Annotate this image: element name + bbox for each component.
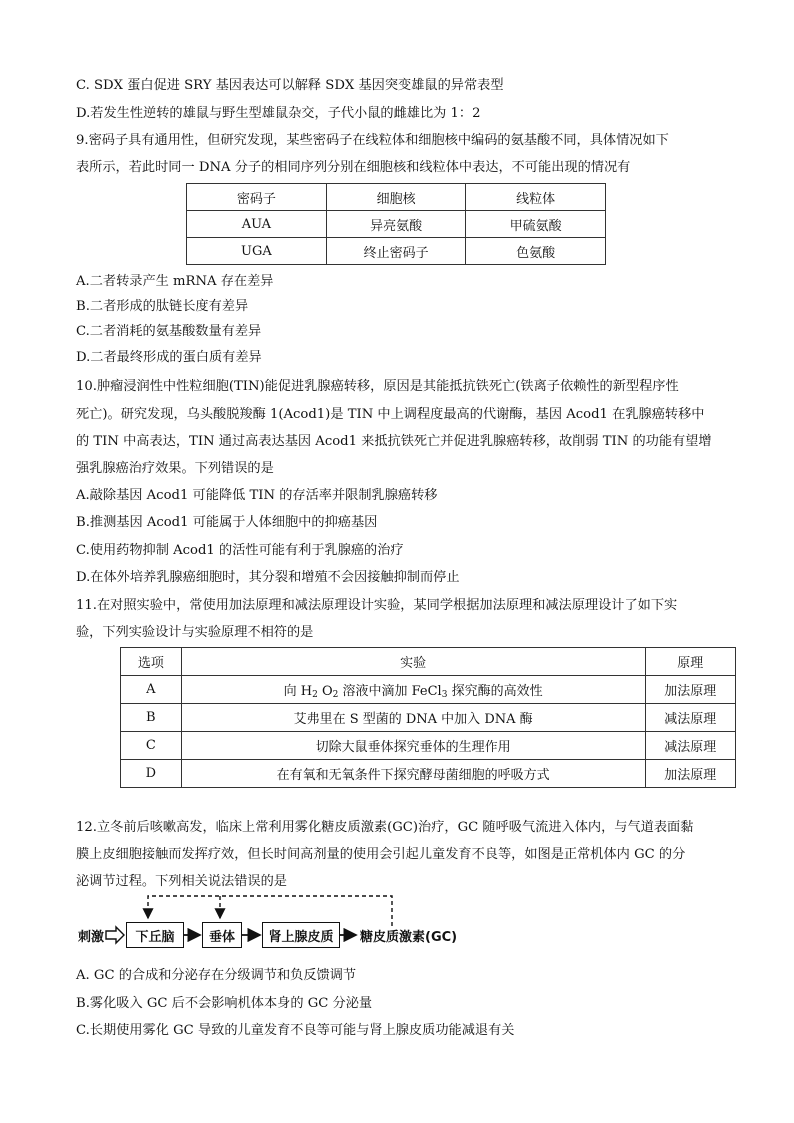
table-cell: B <box>121 704 182 732</box>
subscript: 2 <box>332 689 339 700</box>
table-cell: 加法原理 <box>645 760 735 788</box>
q10-option-b: B.推测基因 Acod1 可能属于人体细胞中的抑癌基因 <box>76 515 378 530</box>
q12-option-c: C.长期使用雾化 GC 导致的儿童发育不良等可能与肾上腺皮质功能减退有关 <box>76 1023 515 1038</box>
hollow-arrow-icon <box>106 927 124 943</box>
table-row <box>187 238 606 265</box>
q9-codon-table <box>186 183 606 265</box>
q9-stem-line1: 9.密码子具有通用性，但研究发现，某些密码子在线粒体和细胞核中编码的氨基酸不同，具体情况如下 <box>76 133 669 148</box>
q11-stem-line2: 验，下列实验设计与实验原理不相符的是 <box>76 625 314 640</box>
table-row <box>121 732 736 760</box>
gc-output-label: 糖皮质激素(GC) <box>360 930 458 945</box>
table-cell: 终止密码子 <box>326 238 466 265</box>
table-header-cell: 原理 <box>645 648 735 676</box>
q10-option-c: C.使用药物抑制 Acod1 的活性可能有利于乳腺癌的治疗 <box>76 543 404 558</box>
q10-stem-line2: 死亡)。研究发现，乌头酸脱羧酶 1(Acod1)是 TIN 中上调程度最高的代谢酶，基因 Acod1 在乳腺癌转移中 <box>76 407 705 422</box>
table-cell: AUA <box>187 211 327 238</box>
text-run: 向 H <box>283 683 313 699</box>
q11-stem-line1: 11.在对照实验中，常使用加法原理和减法原理设计实验，某同学根据加法原理和减法原理设计了如下实 <box>76 598 678 613</box>
table-row <box>121 676 736 704</box>
q9-option-d: D.二者最终形成的蛋白质有差异 <box>76 350 262 365</box>
table-cell: A <box>121 676 182 704</box>
table-header-cell: 实验 <box>181 648 645 676</box>
q10-stem-line3: 的 TIN 中高表达，TIN 通过高表达基因 Acod1 来抵抗铁死亡并促进乳腺癌转移，故削弱 TIN 的功能有望增 <box>76 434 712 449</box>
adrenal-cortex-box: 肾上腺皮质 <box>262 922 340 948</box>
table-cell: D <box>121 760 182 788</box>
q10-option-d: D.在体外培养乳腺癌细胞时，其分裂和增殖不会因接触抑制而停止 <box>76 570 460 585</box>
text-run: 溶液中滴加 FeCl <box>338 683 442 699</box>
gc-regulation-diagram <box>78 890 458 960</box>
q9-option-c: C.二者消耗的氨基酸数量有差异 <box>76 324 262 339</box>
table-cell: 切除大鼠垂体探究垂体的生理作用 <box>181 732 645 760</box>
q12-stem-line3: 泌调节过程。下列相关说法错误的是 <box>76 874 287 889</box>
table-header-row <box>121 648 736 676</box>
q10-stem-line1: 10.肿瘤浸润性中性粒细胞(TIN)能促进乳腺癌转移，原因是其能抵抗铁死亡(铁离子依赖性的新型程序性 <box>76 379 679 394</box>
table-cell: UGA <box>187 238 327 265</box>
q11-experiment-table <box>120 647 736 788</box>
table-header-row <box>187 184 606 211</box>
table-cell: 艾弗里在 S 型菌的 DNA 中加入 DNA 酶 <box>181 704 645 732</box>
table-cell: 减法原理 <box>645 704 735 732</box>
table-cell: 色氨酸 <box>466 238 606 265</box>
table-cell: 加法原理 <box>645 676 735 704</box>
q10-option-a: A.敲除基因 Acod1 可能降低 TIN 的存活率并限制乳腺癌转移 <box>76 488 438 503</box>
table-header-cell: 细胞核 <box>326 184 466 211</box>
subscript: 2 <box>312 689 318 700</box>
table-cell: C <box>121 732 182 760</box>
q8-option-d: D.若发生性逆转的雄鼠与野生型雄鼠杂交，子代小鼠的雌雄比为 1：2 <box>76 106 481 121</box>
text-run: 探究酶的高效性 <box>447 683 543 699</box>
table-row <box>121 704 736 732</box>
q12-stem-line1: 12.立冬前后咳嗽高发，临床上常利用雾化糖皮质激素(GC)治疗，GC 随呼吸气流进入体内，与气道表面黏 <box>76 820 694 835</box>
q8-option-c: C. SDX 蛋白促进 SRY 基因表达可以解释 SDX 基因突变雄鼠的异常表型 <box>76 78 504 93</box>
table-header-cell: 线粒体 <box>466 184 606 211</box>
table-row <box>187 211 606 238</box>
pituitary-box: 垂体 <box>202 922 242 948</box>
table-cell: 减法原理 <box>645 732 735 760</box>
q10-stem-line4: 强乳腺癌治疗效果。下列错误的是 <box>76 461 274 476</box>
text-run: O <box>317 683 333 699</box>
table-cell: 在有氧和无氧条件下探究酵母菌细胞的呼吸方式 <box>181 760 645 788</box>
subscript: 3 <box>441 689 448 700</box>
q9-option-a: A.二者转录产生 mRNA 存在差异 <box>76 274 274 289</box>
q9-option-b: B.二者形成的肽链长度有差异 <box>76 299 249 314</box>
table-cell <box>181 676 645 704</box>
table-header-cell: 选项 <box>121 648 182 676</box>
q12-option-b: B.雾化吸入 GC 后不会影响机体本身的 GC 分泌量 <box>76 996 373 1011</box>
table-header-cell: 密码子 <box>187 184 327 211</box>
stimulus-label: 刺激 <box>78 930 105 945</box>
q12-option-a: A. GC 的合成和分泌存在分级调节和负反馈调节 <box>76 968 357 983</box>
hypothalamus-box: 下丘脑 <box>126 922 184 948</box>
q12-stem-line2: 膜上皮细胞接触而发挥疗效，但长时间高剂量的使用会引起儿童发育不良等，如图是正常机体内 GC 的分 <box>76 847 686 862</box>
table-cell: 异亮氨酸 <box>326 211 466 238</box>
q9-stem-line2: 表所示，若此时同一 DNA 分子的相同序列分别在细胞核和线粒体中表达，不可能出现的情况有 <box>76 160 631 175</box>
table-cell: 甲硫氨酸 <box>466 211 606 238</box>
table-row <box>121 760 736 788</box>
